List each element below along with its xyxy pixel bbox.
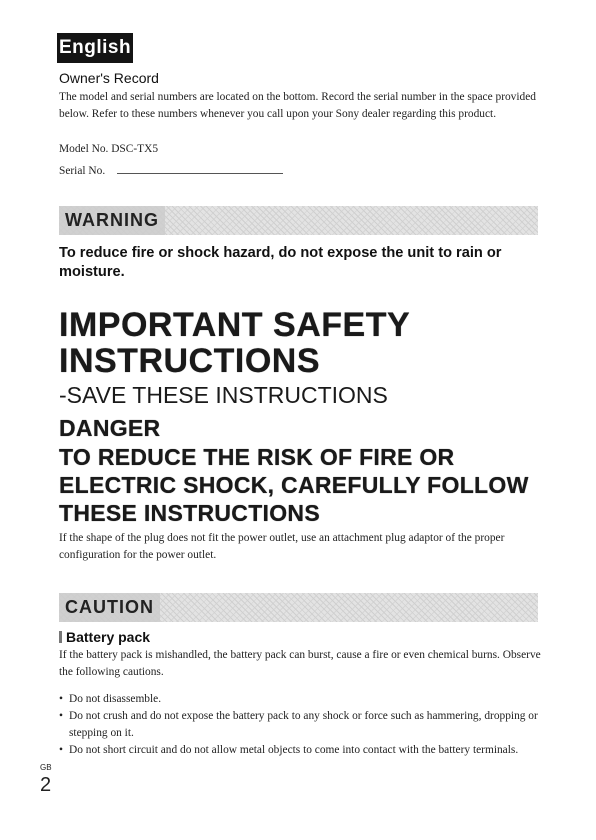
caution-label: CAUTION	[59, 593, 160, 622]
plug-adaptor-text: If the shape of the plug does not fit the power outlet, use an attachment plug adaptor of the proper configuration for the power outlet.	[59, 532, 505, 561]
warning-label: WARNING	[59, 206, 165, 235]
owners-record-title: Owner's Record	[59, 70, 159, 86]
warning-banner	[59, 206, 538, 235]
safety-heading-line2: INSTRUCTIONS	[59, 342, 320, 380]
save-instructions-line: -SAVE THESE INSTRUCTIONS	[59, 382, 388, 408]
risk-heading-line3: THESE INSTRUCTIONS	[59, 500, 320, 526]
safety-heading-line1: IMPORTANT SAFETY	[59, 306, 411, 344]
warning-text: To reduce fire or shock hazard, do not expose the unit to rain or moisture.	[59, 245, 502, 280]
caution-banner	[59, 593, 538, 622]
list-item: • Do not disassemble.	[59, 691, 541, 708]
owners-record-intro: The model and serial numbers are located on the bottom. Record the serial number in the space provided below. Refer to these numbers whenever you call upon your Sony dealer regarding this product.	[59, 91, 536, 120]
region-code: GB	[40, 763, 52, 772]
language-tab: English	[57, 33, 133, 63]
battery-caution-list	[59, 691, 541, 759]
battery-pack-intro: If the battery pack is mishandled, the battery pack can burst, cause a fire or even chemical burns. Observe the following cautions.	[59, 649, 541, 678]
list-item: • Do not crush and do not expose the battery pack to any shock or force such as hammering, dropping or stepping on it.	[59, 708, 541, 742]
serial-number-line	[59, 163, 283, 178]
serial-number-label: Serial No.	[59, 165, 106, 177]
serial-number-blank	[117, 163, 283, 174]
page-number: 2	[40, 774, 52, 796]
risk-heading-line2: ELECTRIC SHOCK, CAREFULLY FOLLOW	[59, 472, 529, 498]
battery-pack-title-text: Battery pack	[66, 629, 151, 645]
list-item: • Do not short circuit and do not allow metal objects to come into contact with the battery terminals.	[59, 742, 541, 759]
danger-heading: DANGER	[59, 415, 161, 441]
battery-pack-title	[59, 629, 150, 646]
risk-heading-line1: TO REDUCE THE RISK OF FIRE OR	[59, 444, 455, 470]
model-number: Model No. DSC-TX5	[59, 143, 159, 155]
section-marker-icon	[59, 631, 62, 643]
